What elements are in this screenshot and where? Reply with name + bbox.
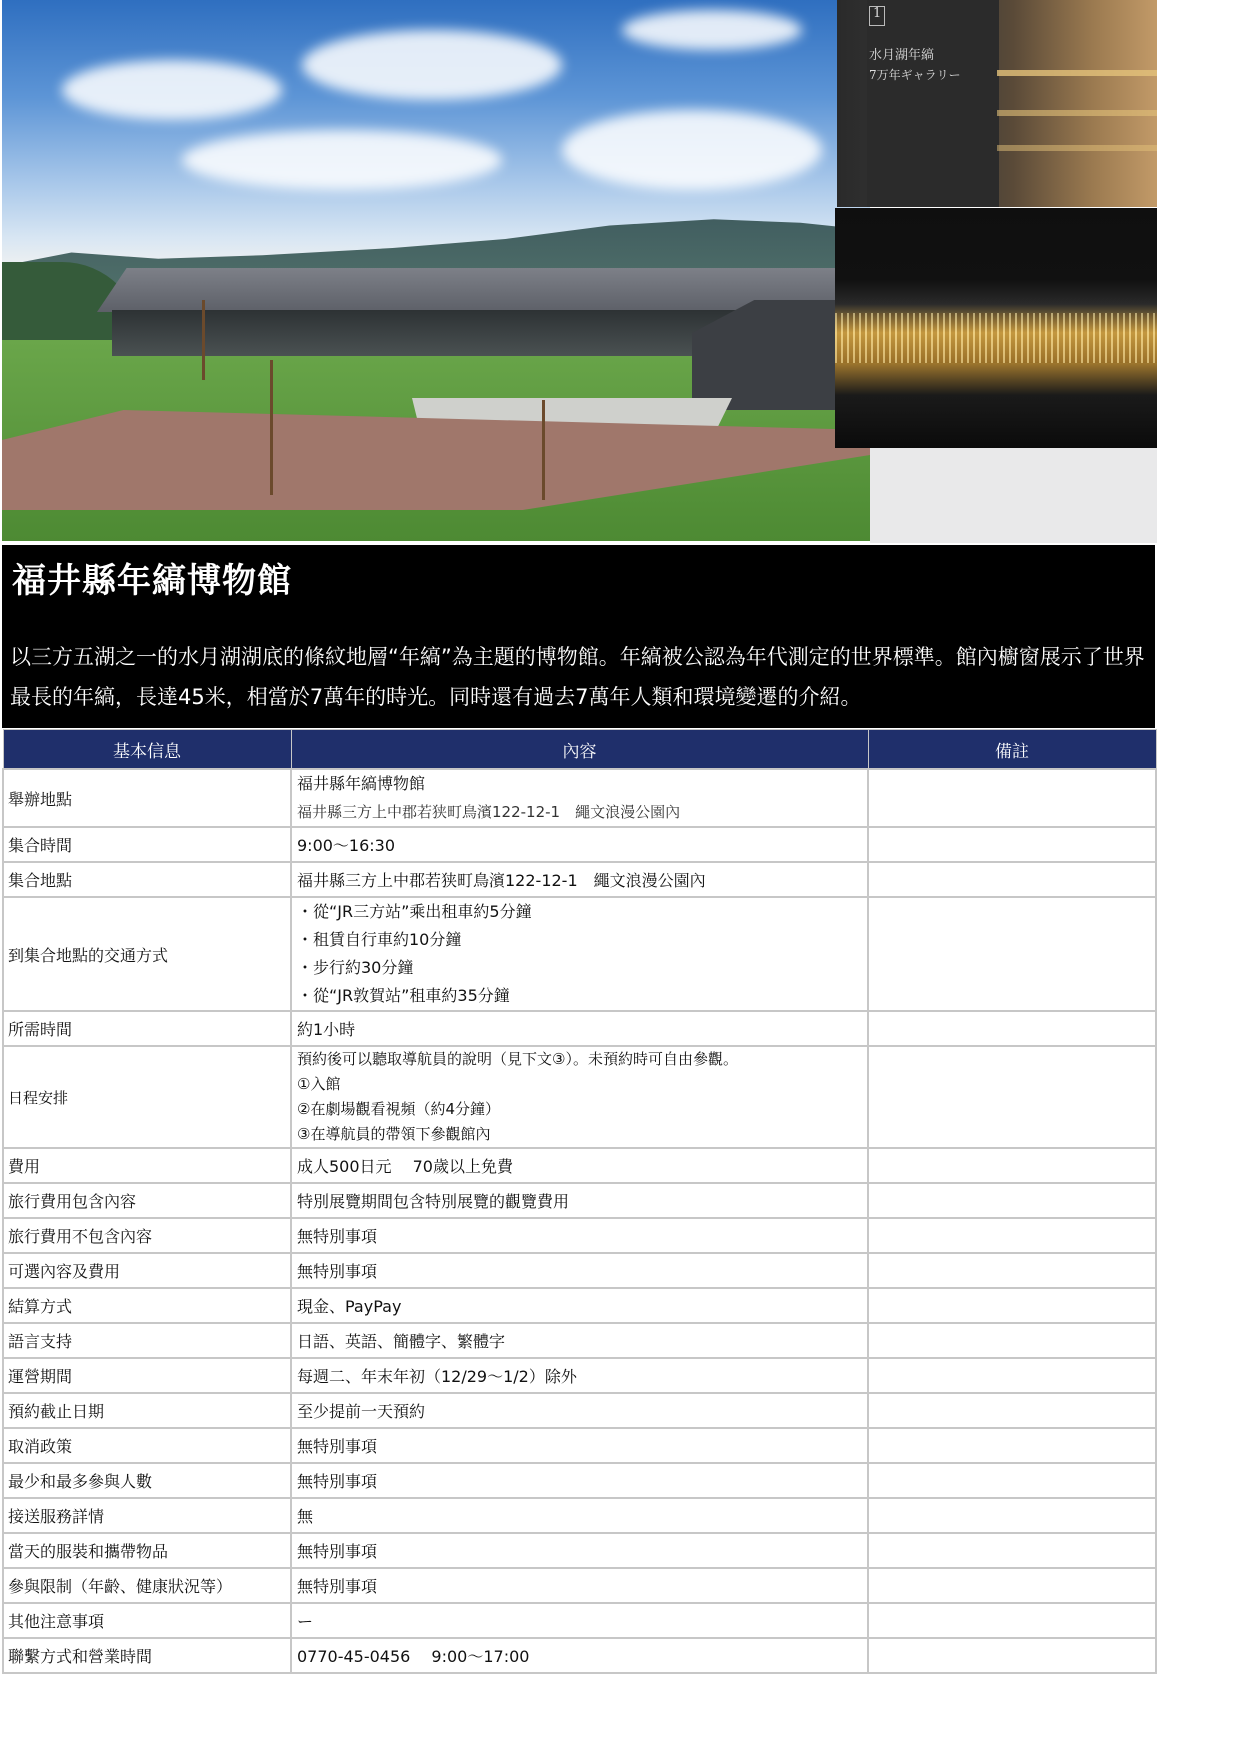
row-note [868, 1011, 1156, 1046]
row-note [868, 1323, 1156, 1358]
row-content-line: 福井縣年縞博物館 [297, 774, 426, 793]
row-content-line: ・從“JR敦賀站”租車約35分鐘 [297, 986, 510, 1005]
description: 以三方五湖之一的水月湖湖底的條紋地層“年縞”為主題的博物館。年縞被公認為年代測定的世界標準。館內櫥窗展示了世界最長的年縞，長達45米，相當於7萬年的時光。同時還有過去7萬年人類和環境變遷的介紹。 [10, 645, 1145, 709]
title-banner [2, 545, 1155, 728]
row-note [868, 1498, 1156, 1533]
row-note [868, 1183, 1156, 1218]
row-label: 可選內容及費用 [3, 1253, 291, 1288]
row-content: 無特別事項 [291, 1568, 868, 1603]
table-row [3, 1638, 1156, 1673]
header-notes: 備註 [868, 730, 1156, 770]
row-label: 集合地點 [3, 862, 291, 897]
row-content [291, 1046, 868, 1148]
row-label: 最少和最多參與人數 [3, 1463, 291, 1498]
museum-exterior-photo [2, 0, 870, 541]
row-content-line: ②在劇場觀看視頻（約4分鐘） [297, 1100, 500, 1118]
row-note [868, 1046, 1156, 1148]
row-content: 現金、PayPay [291, 1288, 868, 1323]
row-content: 日語、英語、簡體字、繁體字 [291, 1323, 868, 1358]
row-content: 0770-45-0456 9:00～17:00 [291, 1638, 868, 1673]
row-label: 舉辦地點 [3, 769, 291, 827]
page-title: 福井縣年縞博物館 [12, 561, 292, 601]
hero-photo-collage [2, 0, 1162, 545]
row-content: 無 [291, 1498, 868, 1533]
table-row [3, 1218, 1156, 1253]
row-content-line: ③在導航員的帶領下參觀館內 [297, 1125, 491, 1143]
row-note [868, 897, 1156, 1011]
row-content [291, 769, 868, 827]
table-row [3, 897, 1156, 1011]
row-content-line: ・從“JR三方站”乘出租車約5分鐘 [297, 902, 532, 921]
table-row [3, 1288, 1156, 1323]
table-row [3, 1011, 1156, 1046]
gallery-sign-number: 1 [873, 6, 882, 21]
row-content: 無特別事項 [291, 1253, 868, 1288]
varve-core-photo [835, 208, 1157, 448]
row-note [868, 1638, 1156, 1673]
row-content: 約1小時 [291, 1011, 868, 1046]
row-label: 其他注意事項 [3, 1603, 291, 1638]
table-row [3, 1148, 1156, 1183]
table-row [3, 1428, 1156, 1463]
row-label: 日程安排 [3, 1046, 291, 1148]
row-content: 至少提前一天預約 [291, 1393, 868, 1428]
row-note [868, 1393, 1156, 1428]
row-content: ー [291, 1603, 868, 1638]
row-label: 取消政策 [3, 1428, 291, 1463]
table-row [3, 1046, 1156, 1148]
table-row [3, 769, 1156, 827]
table-header-row [3, 730, 1156, 770]
header-content: 內容 [291, 730, 868, 770]
row-label: 預約截止日期 [3, 1393, 291, 1428]
row-label: 集合時間 [3, 827, 291, 862]
row-note [868, 1603, 1156, 1638]
row-content: 特別展覽期間包含特別展覽的觀覽費用 [291, 1183, 868, 1218]
row-note [868, 1253, 1156, 1288]
table-row [3, 1358, 1156, 1393]
row-label: 運營期間 [3, 1358, 291, 1393]
row-content: 每週二、年末年初（12/29～1/2）除外 [291, 1358, 868, 1393]
row-label: 所需時間 [3, 1011, 291, 1046]
header-basic-info: 基本信息 [3, 730, 291, 770]
row-note [868, 1533, 1156, 1568]
row-content: 成人500日元 70歲以上免費 [291, 1148, 868, 1183]
row-content: 無特別事項 [291, 1463, 868, 1498]
row-note [868, 1358, 1156, 1393]
row-content [291, 897, 868, 1011]
row-content: 無特別事項 [291, 1218, 868, 1253]
row-content-line: ①入館 [297, 1075, 341, 1093]
row-label: 語言支持 [3, 1323, 291, 1358]
table-row [3, 1533, 1156, 1568]
row-note [868, 769, 1156, 827]
row-label: 到集合地點的交通方式 [3, 897, 291, 1011]
row-note [868, 1428, 1156, 1463]
row-label: 參與限制（年齡、健康狀況等） [3, 1568, 291, 1603]
gallery-sign-subtitle: 7万年ギャラリー [869, 68, 961, 82]
table-row [3, 862, 1156, 897]
row-label: 費用 [3, 1148, 291, 1183]
table-row [3, 1603, 1156, 1638]
table-row [3, 1393, 1156, 1428]
table-row [3, 827, 1156, 862]
info-table [2, 729, 1157, 1674]
row-content-line: ・步行約30分鐘 [297, 958, 414, 977]
row-content: 9:00～16:30 [291, 827, 868, 862]
row-note [868, 1568, 1156, 1603]
row-content: 無特別事項 [291, 1533, 868, 1568]
row-label: 當天的服裝和攜帶物品 [3, 1533, 291, 1568]
row-content-line: ・租賃自行車約10分鐘 [297, 930, 462, 949]
row-label: 旅行費用不包含內容 [3, 1218, 291, 1253]
row-label: 聯繫方式和營業時間 [3, 1638, 291, 1673]
row-content-line: 預約後可以聽取導航員的說明（見下文③）。未預約時可自由參觀。 [297, 1050, 738, 1068]
row-note [868, 1218, 1156, 1253]
row-content: 無特別事項 [291, 1428, 868, 1463]
table-row [3, 1463, 1156, 1498]
row-content: 福井縣三方上中郡若狭町鳥濱122-12-1 繩文浪漫公園內 [291, 862, 868, 897]
table-row [3, 1183, 1156, 1218]
photo-blank-area [870, 448, 1157, 543]
row-note [868, 1463, 1156, 1498]
gallery-sign-photo [837, 0, 1157, 207]
row-note [868, 1288, 1156, 1323]
row-label: 結算方式 [3, 1288, 291, 1323]
row-content-line: 福井縣三方上中郡若狭町鳥濱122-12-1 繩文浪漫公園內 [297, 803, 681, 821]
row-label: 接送服務詳情 [3, 1498, 291, 1533]
table-row [3, 1253, 1156, 1288]
table-row [3, 1323, 1156, 1358]
gallery-sign-title: 水月湖年縞 [869, 48, 935, 63]
row-label: 旅行費用包含內容 [3, 1183, 291, 1218]
table-row [3, 1568, 1156, 1603]
row-note [868, 827, 1156, 862]
row-note [868, 862, 1156, 897]
row-note [868, 1148, 1156, 1183]
table-row [3, 1498, 1156, 1533]
